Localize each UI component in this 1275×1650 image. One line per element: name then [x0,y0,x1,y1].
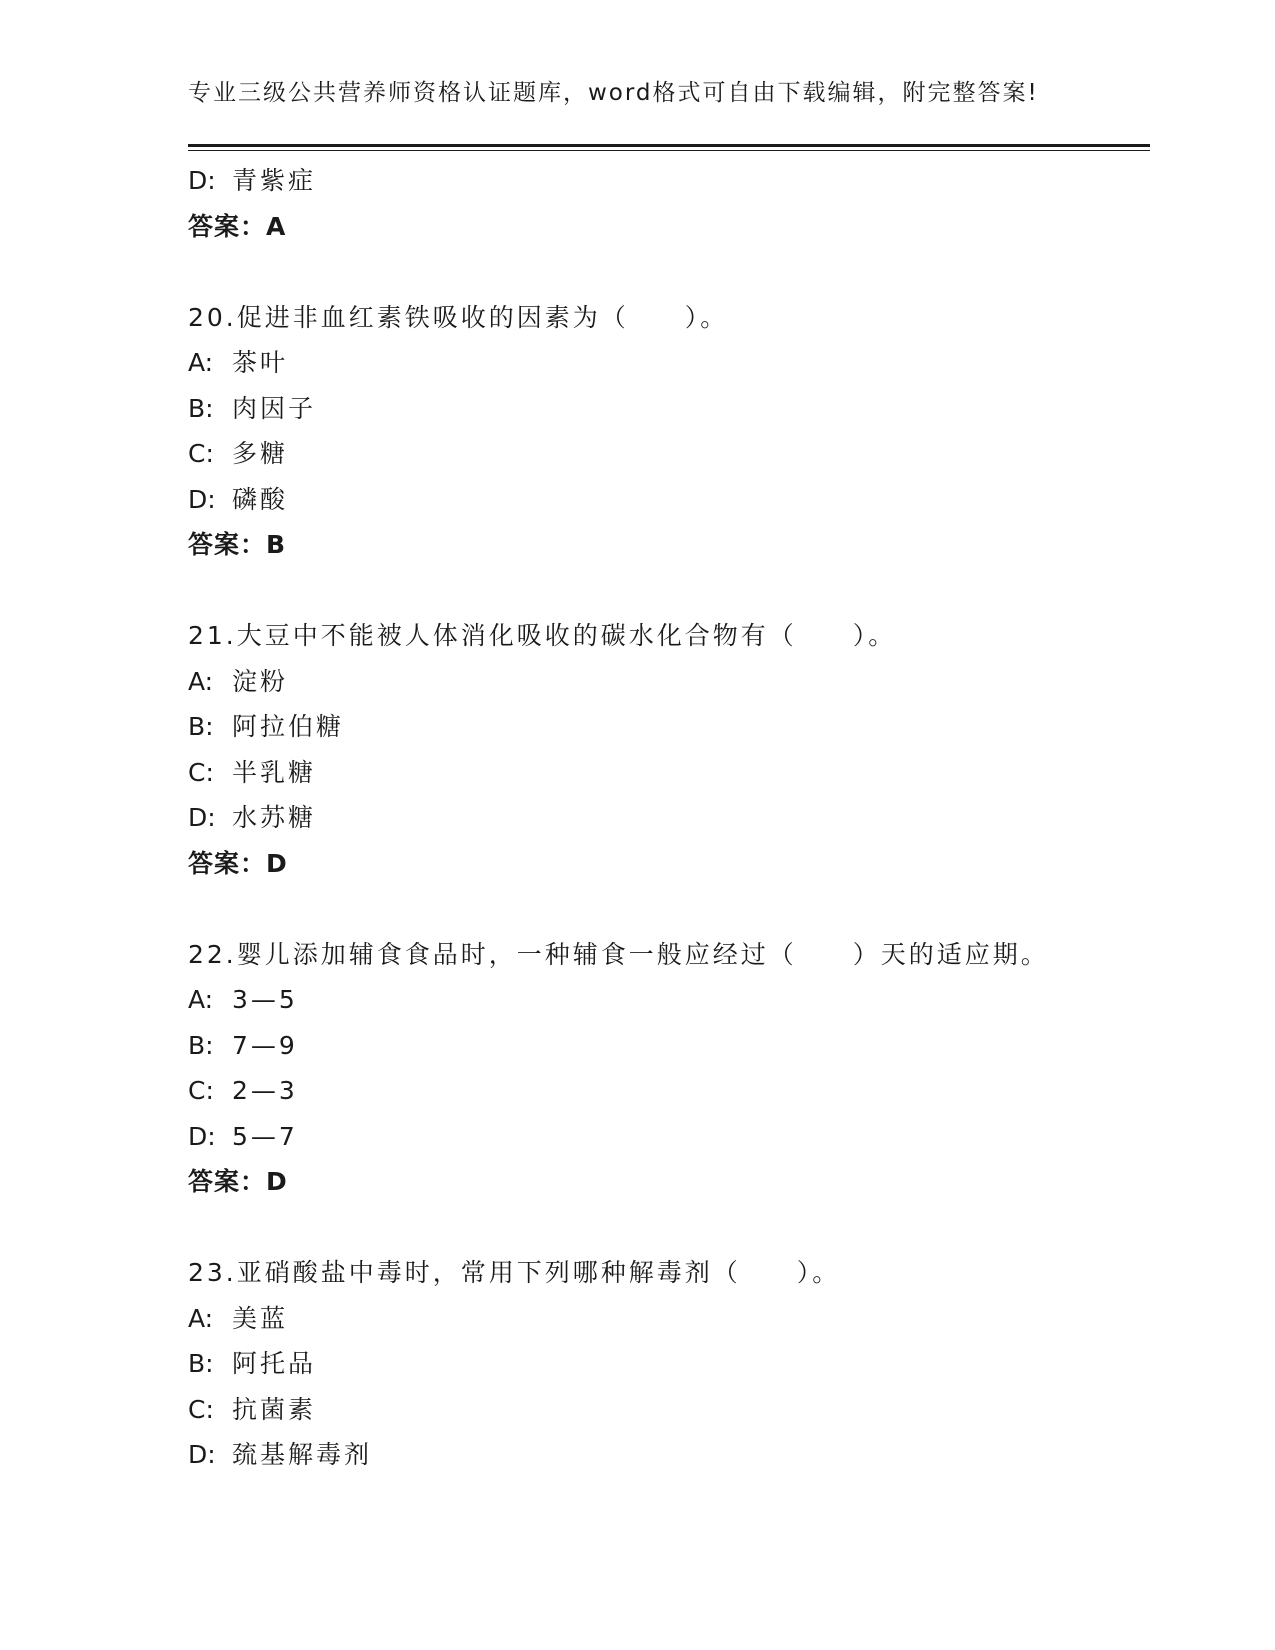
option-text: 阿拉伯糖 [232,712,345,741]
option-c [188,750,1148,796]
question-list [188,158,1148,1478]
option-label: A: [188,666,214,696]
answer-line: 答案：A [188,211,287,241]
option-text: 3—5 [232,985,298,1014]
spacer [188,249,1148,295]
option-label: A: [188,1303,214,1333]
option-label: D: [188,803,216,832]
option-a [188,1296,1148,1342]
option-d [188,158,1148,204]
option-label: B: [188,1349,214,1378]
header-divider-thick [188,144,1150,147]
option-d [188,1114,1148,1160]
option-d [188,477,1148,523]
option-text: 茶叶 [232,348,289,377]
option-label: A: [188,985,214,1014]
option-label: C: [188,439,214,468]
option-text: 阿托品 [232,1349,317,1378]
option-text: 淀粉 [232,666,289,696]
question-stem: 20.促进非血红素铁吸收的因素为（ ）。 [188,302,729,332]
option-d [188,795,1148,841]
option-label: C: [188,1394,214,1424]
header-divider-thin [188,150,1150,151]
question-stem: 23.亚硝酸盐中毒时，常用下列哪种解毒剂（ ）。 [188,1258,841,1287]
option-text: 青紫症 [232,166,317,195]
option-text: 巯基解毒剂 [232,1440,373,1469]
option-label: D: [188,1121,216,1151]
option-c [188,1387,1148,1433]
option-a [188,977,1148,1023]
option-label: B: [188,712,214,741]
option-c [188,431,1148,477]
option-text: 肉因子 [232,393,317,423]
option-text: 水苏糖 [232,803,317,832]
spacer [188,568,1148,614]
option-label: D: [188,484,216,514]
option-d [188,1432,1148,1478]
option-label: A: [188,348,214,377]
option-label: B: [188,1030,214,1060]
option-a [188,340,1148,386]
option-b [188,386,1148,432]
option-label: D: [188,1440,216,1469]
answer-line: 答案：D [188,848,288,878]
spacer [188,1205,1148,1251]
option-a [188,659,1148,705]
option-text: 5—7 [232,1121,298,1151]
option-label: D: [188,166,216,195]
question-stem: 22.婴儿添加辅食食品时，一种辅食一般应经过（ ）天的适应期。 [188,939,1049,969]
option-text: 美蓝 [232,1303,289,1333]
option-text: 磷酸 [232,484,289,514]
page-header: 专业三级公共营养师资格认证题库，word格式可自由下载编辑，附完整答案! [188,80,1039,106]
answer-line: 答案：D [188,1167,288,1196]
option-text: 抗菌素 [232,1394,317,1424]
option-text: 半乳糖 [232,757,317,787]
option-label: C: [188,1076,214,1105]
option-c [188,1068,1148,1114]
question-stem: 21.大豆中不能被人体消化吸收的碳水化合物有（ ）。 [188,621,897,650]
option-label: C: [188,757,214,787]
option-b [188,1341,1148,1387]
answer-line: 答案：B [188,530,287,559]
option-label: B: [188,393,214,423]
option-text: 多糖 [232,439,289,468]
option-b [188,1023,1148,1069]
option-b [188,704,1148,750]
option-text: 2—3 [232,1076,298,1105]
option-text: 7—9 [232,1030,298,1060]
spacer [188,886,1148,932]
